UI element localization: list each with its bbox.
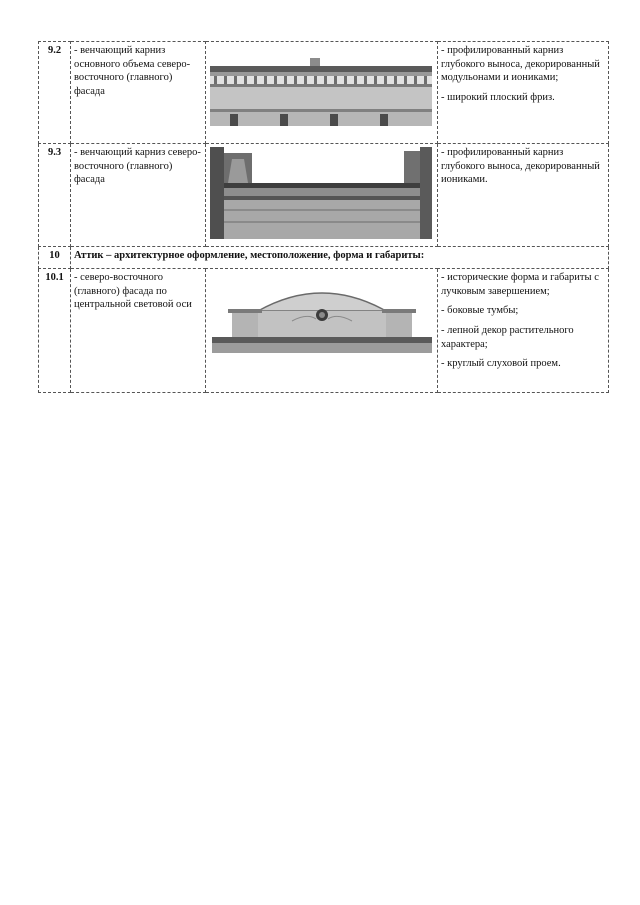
element-location: - венчающий карниз северо-восточного (главного) фасада	[71, 144, 206, 247]
row-number: 9.3	[39, 144, 71, 247]
cornice-photo	[210, 56, 432, 126]
feature-item: - исторические форма и габариты с лучковым завершением;	[441, 272, 599, 297]
protected-features	[438, 269, 609, 393]
row-number: 10.1	[39, 269, 71, 393]
feature-item: - профилированный карниз глубокого выноса, декорированный иониками.	[441, 147, 600, 186]
feature-item: - боковые тумбы;	[441, 305, 519, 317]
photo-cell	[206, 144, 438, 247]
table-row	[39, 42, 609, 144]
feature-item: - широкий плоский фриз.	[441, 91, 555, 103]
protected-features-table	[38, 41, 609, 393]
element-location: - северо-восточного (главного) фасада по центральной световой оси	[71, 269, 206, 393]
feature-item: - круглый слуховой проем.	[441, 358, 561, 370]
element-location: - венчающий карниз основного объема северо-восточного (главного) фасада	[71, 42, 206, 144]
section-title: Аттик – архитектурное оформление, местоположение, форма и габариты:	[71, 247, 609, 269]
protected-features	[438, 144, 609, 247]
section-number: 10	[39, 247, 71, 269]
feature-item: - профилированный карниз глубокого выноса, декорированный модульонами и иониками;	[441, 45, 600, 84]
table-row	[39, 144, 609, 247]
attic-photo	[212, 281, 432, 353]
cornice-photo	[210, 147, 432, 239]
protected-features	[438, 42, 609, 144]
table-row	[39, 269, 609, 393]
section-row	[39, 247, 609, 269]
photo-cell	[206, 269, 438, 393]
row-number: 9.2	[39, 42, 71, 144]
photo-cell	[206, 42, 438, 144]
feature-item: - лепной декор растительного характера;	[441, 324, 574, 350]
